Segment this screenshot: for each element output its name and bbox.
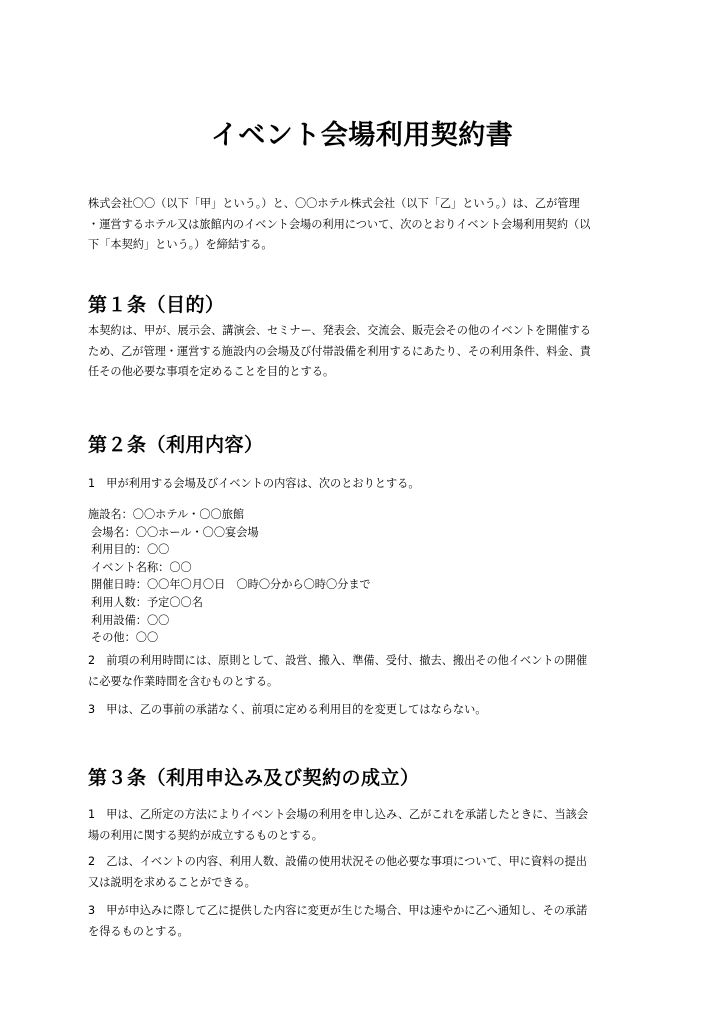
article-2-heading: 第２条（利用内容）: [88, 434, 264, 456]
article-3-heading: 第３条（利用申込み及び契約の成立）: [88, 767, 420, 789]
article-1-heading: 第１条（目的）: [88, 294, 225, 316]
article-3-clause-3: 3 甲が申込みに際して乙に提供した内容に変更が生じた場合、甲は速やかに乙へ通知し、その承諾 を得るものとする。: [88, 904, 588, 938]
detail-datetime: 開催日時：〇〇年〇月〇日 〇時〇分から〇時〇分まで: [91, 578, 371, 592]
article-2-clause-2: 2 前項の利用時間には、原則として、設営、搬入、準備、受付、撤去、搬出その他イベントの開催 に必要な作業時間を含むものとする。: [88, 654, 588, 688]
article-3-clause-1: 1 甲は、乙所定の方法によりイベント会場の利用を申し込み、乙がこれを承諾したときに、当該会 場の利用に関する契約が成立するものとする。: [88, 808, 589, 842]
intro-paragraph: 株式会社〇〇（以下「甲」という。）と、〇〇ホテル株式会社（以下「乙」という。）は、乙が管理 ・運営するホテル又は旅館内のイベント会場の利用について、次のとおりイベント会場利用契約（以 下「本契約」という。）を締結する。: [88, 197, 591, 251]
detail-event-name: イベント名称：〇〇: [91, 560, 192, 574]
usage-details-list: [88, 506, 371, 647]
detail-purpose: 利用目的：〇〇: [91, 543, 170, 557]
article-1-paragraph: 本契約は、甲が、展示会、講演会、セミナー、発表会、交流会、販売会その他のイベントを開催する ため、乙が管理・運営する施設内の会場及び付帯設備を利用するにあたり、その利用条件、料金、責 任その他必要な事項を定めることを目的とする。: [88, 324, 591, 378]
detail-other: その他：〇〇: [91, 631, 159, 645]
article-2-clause-1: 1 甲が利用する会場及びイベントの内容は、次のとおりとする。: [88, 477, 420, 490]
detail-equipment: 利用設備：〇〇: [91, 613, 170, 627]
document-title: イベント会場利用契約書: [210, 120, 514, 151]
article-3-clause-2: 2 乙は、イベントの内容、利用人数、設備の使用状況その他必要な事項について、甲に資料の提出 又は説明を求めることができる。: [88, 855, 587, 889]
article-2-clause-3: 3 甲は、乙の事前の承諾なく、前項に定める利用目的を変更してはならない。: [88, 703, 487, 716]
detail-venue-name: 会場名：〇〇ホール・〇〇宴会場: [91, 525, 259, 539]
detail-attendees: 利用人数：予定〇〇名: [91, 595, 203, 609]
detail-facility-name: 施設名：〇〇ホテル・〇〇旅館: [88, 508, 245, 521]
